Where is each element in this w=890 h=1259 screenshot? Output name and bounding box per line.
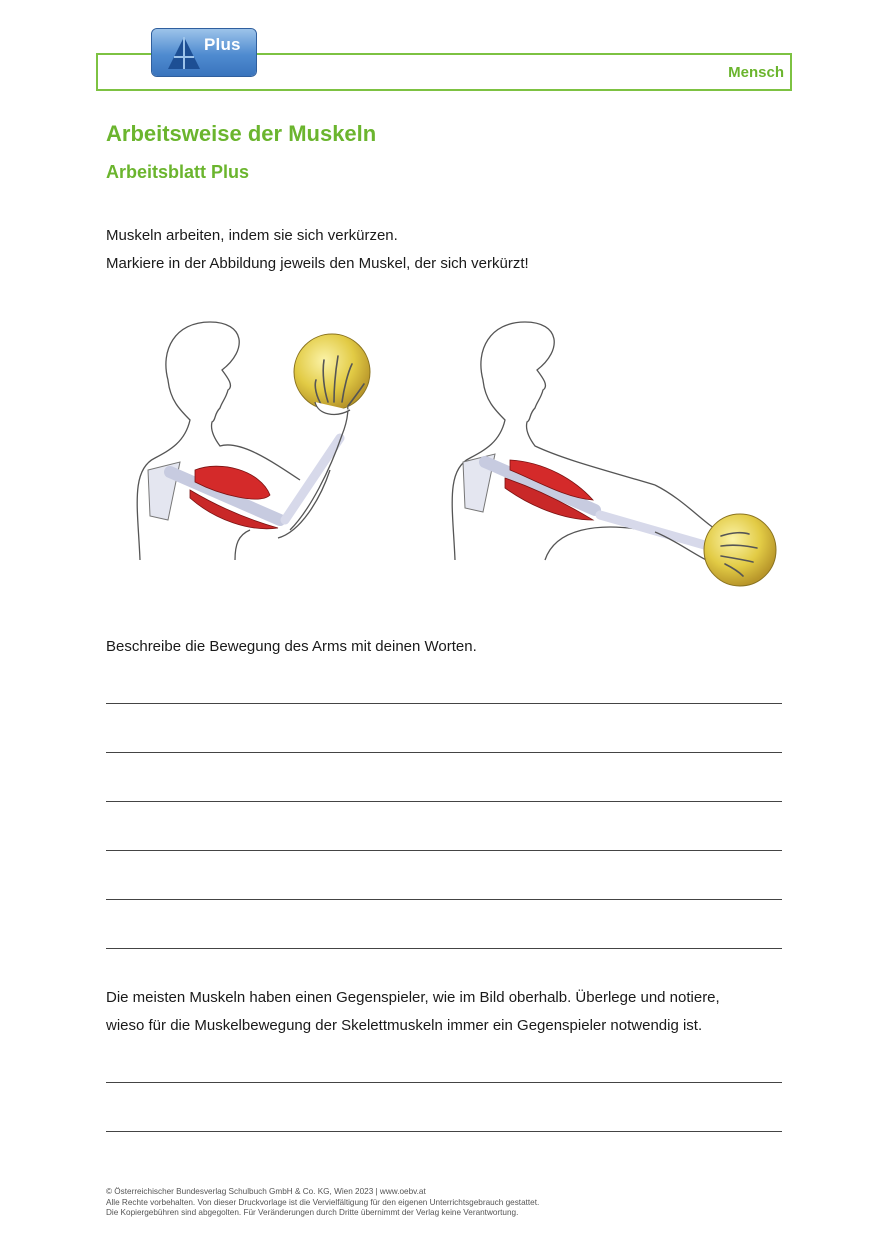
triangle-logo-icon (166, 35, 202, 71)
page-subtitle: Arbeitsblatt Plus (106, 162, 250, 182)
footer-line-1: © Österreichischer Bundesverlag Schulbuch GmbH & Co. KG, Wien 2023 | www.oebv.at (106, 1187, 426, 1196)
page-title: Arbeitsweise der Muskeln (106, 121, 377, 146)
intro-line-1: Muskeln arbeiten, indem sie sich verkürzen. (106, 227, 398, 244)
answer-line[interactable] (106, 703, 782, 704)
plus-logo (151, 28, 257, 77)
answer-line[interactable] (106, 948, 782, 949)
footer-line-2: Alle Rechte vorbehalten. Von dieser Druckvorlage ist die Vervielfältigung für den eigenen Unterrichtsgebrauch gestattet. (106, 1197, 540, 1207)
figure-flexed-arm (137, 322, 370, 560)
answer-line[interactable] (106, 899, 782, 900)
copyright-footer (106, 1187, 539, 1219)
answer-line[interactable] (106, 752, 782, 753)
answer-line[interactable] (106, 801, 782, 802)
answer-line[interactable] (106, 1131, 782, 1132)
arm-muscle-illustration (110, 310, 790, 590)
answer-line[interactable] (106, 850, 782, 851)
answer-line[interactable] (106, 1082, 782, 1083)
task2-line-1: Die meisten Muskeln haben einen Gegenspieler, wie im Bild oberhalb. Überlege und notiere, (106, 989, 720, 1006)
intro-line-2: Markiere in der Abbildung jeweils den Muskel, der sich verkürzt! (106, 255, 529, 272)
task1-question: Beschreibe die Bewegung des Arms mit deinen Worten. (106, 638, 477, 655)
section-label: Mensch (728, 64, 784, 81)
figure-extended-arm (452, 322, 776, 586)
task2-line-2: wieso für die Muskelbewegung der Skelettmuskeln immer ein Gegenspieler notwendig ist. (106, 1017, 703, 1034)
footer-line-3: Die Kopiergebühren sind abgegolten. Für Veränderungen durch Dritte übernimmt der Verlag keine Verantwortung. (106, 1208, 519, 1217)
logo-text: Plus (204, 35, 241, 54)
